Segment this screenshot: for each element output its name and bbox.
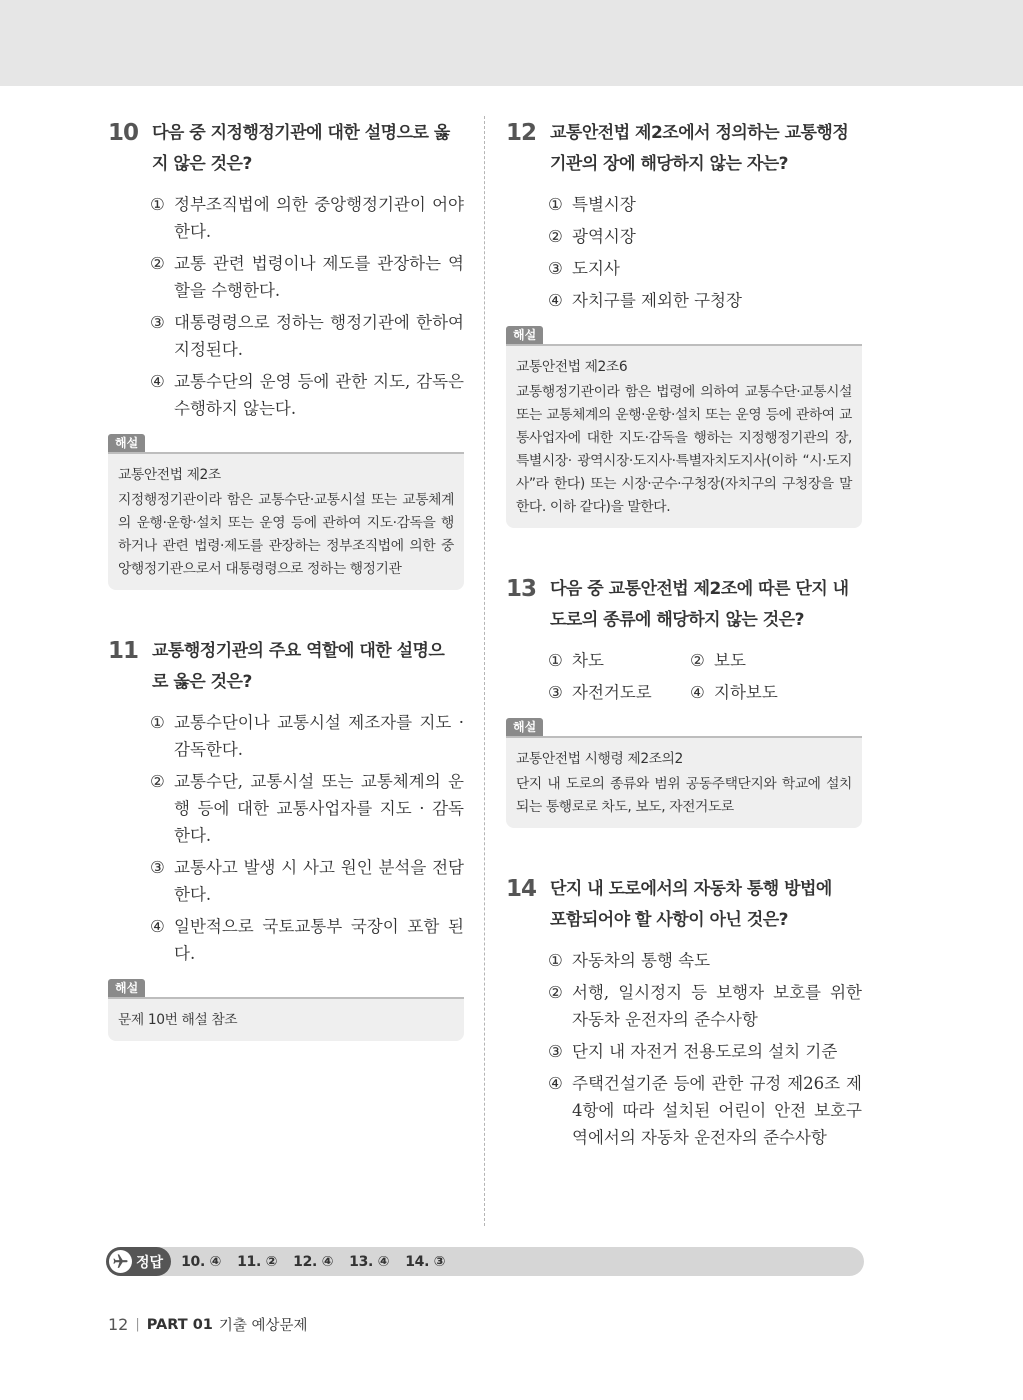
- question-header: [506, 118, 862, 180]
- explanation-box: [108, 432, 464, 590]
- option-list: [548, 947, 862, 1151]
- question-line: 교통안전법 제2조에서 정의하는 교통행정: [550, 123, 849, 143]
- question-number: 12: [506, 120, 537, 146]
- answer-list: [181, 1254, 461, 1270]
- question-line: 지 않은 것은?: [152, 154, 252, 174]
- option-mark: ①: [548, 651, 563, 670]
- option-mark: ③: [150, 313, 165, 332]
- option-text: 대통령령으로 정하는 행정기관에 한하여 지정된다.: [174, 313, 464, 359]
- option-list: [150, 191, 464, 422]
- question-13: [506, 574, 862, 828]
- answer-item: 13. ④: [349, 1253, 390, 1270]
- option-mark: ①: [548, 195, 563, 214]
- option-3: [548, 679, 690, 706]
- option-list: [150, 709, 464, 967]
- option-3: [150, 309, 464, 363]
- top-header-band: [0, 0, 1023, 86]
- explanation-content: [108, 997, 464, 1041]
- question-line: 다음 중 지정행정기관에 대한 설명으로 옳: [152, 123, 450, 143]
- part-label: PART 01: [146, 1316, 213, 1333]
- airplane-icon: [109, 1250, 132, 1273]
- option-2: [548, 223, 862, 250]
- explanation-tab: 해설: [108, 979, 145, 997]
- option-text: 보도: [714, 651, 746, 670]
- option-mark: ③: [548, 1042, 563, 1061]
- option-2: [150, 250, 464, 304]
- answer-item: 14. ③: [405, 1253, 446, 1270]
- option-4: [548, 1070, 862, 1151]
- explanation-reference: 교통안전법 제2조: [118, 467, 221, 483]
- question-text: [152, 118, 450, 180]
- explanation-body: 교통행정기관이라 함은 법령에 의하여 교통수단·교통시설 또는 교통체계의 운행·운항·설치 또는 운영 등에 관하여 교통사업자에 대한 지도·감독을 행하는 지정행정기관의 장, 특별시장· 광역시장·도지사·특별자치도지사(이하 “시·도지사”라 한다) 또는 시장·군수·구청장(자치구의 구청장을 말한다. 이하 같다)을 말한다.: [516, 384, 852, 515]
- option-4: [150, 913, 464, 967]
- option-list: [548, 191, 862, 314]
- question-text: [550, 574, 849, 636]
- option-4: [548, 287, 862, 314]
- option-text: 광역시장: [572, 227, 636, 246]
- option-text: 교통사고 발생 시 사고 원인 분석을 전담한다.: [174, 858, 464, 904]
- column-divider: [484, 116, 485, 1226]
- question-number: 10: [108, 120, 139, 146]
- explanation-content: [506, 344, 862, 528]
- option-text: 도지사: [572, 259, 620, 278]
- option-mark: ③: [150, 858, 165, 877]
- question-text: [550, 874, 832, 936]
- question-number: 14: [506, 876, 537, 902]
- option-mark: ④: [548, 291, 563, 310]
- question-header: [506, 874, 862, 936]
- option-1: [150, 191, 464, 245]
- option-mark: ①: [150, 195, 165, 214]
- option-mark: ②: [548, 227, 563, 246]
- option-text: 교통 관련 법령이나 제도를 관장하는 역할을 수행한다.: [174, 254, 464, 300]
- option-text: 차도: [572, 651, 604, 670]
- option-mark: ②: [150, 254, 165, 273]
- page-number: 12: [108, 1315, 129, 1334]
- question-number: 11: [108, 638, 139, 664]
- option-text: 일반적으로 국토교통부 국장이 포함 된다.: [174, 917, 464, 963]
- option-text: 교통수단이나 교통시설 제조자를 지도 · 감독한다.: [174, 713, 464, 759]
- question-line: 도로의 종류에 해당하지 않는 것은?: [550, 610, 804, 630]
- option-text: 자동차의 통행 속도: [572, 951, 711, 970]
- option-text: 정부조직법에 의한 중앙행정기관이 어야 한다.: [174, 195, 464, 241]
- page-footer: [108, 1314, 308, 1335]
- option-text: 교통수단, 교통시설 또는 교통체계의 운행 등에 대한 교통사업자를 지도 · 감독한다.: [174, 772, 464, 845]
- left-column: [108, 118, 464, 1041]
- option-mark: ②: [150, 772, 165, 791]
- option-text: 주택건설기준 등에 관한 규정 제26조 제4항에 따라 설치된 어린이 안전 보호구역에서의 자동차 운전자의 준수사항: [572, 1074, 862, 1147]
- option-mark: ④: [150, 917, 165, 936]
- option-1: [548, 947, 862, 974]
- question-line: 로 옳은 것은?: [152, 672, 252, 692]
- option-mark: ④: [548, 1074, 563, 1093]
- option-mark: ④: [150, 372, 165, 391]
- option-2: [548, 979, 862, 1033]
- option-text: 자전거도로: [572, 683, 652, 702]
- question-line: 단지 내 도로에서의 자동차 통행 방법에: [550, 879, 832, 899]
- question-text: [152, 636, 444, 698]
- option-text: 자치구를 제외한 구청장: [572, 291, 742, 310]
- option-mark: ①: [548, 951, 563, 970]
- option-2: [690, 647, 832, 674]
- question-12: [506, 118, 862, 528]
- answer-item: 11. ②: [237, 1253, 278, 1270]
- option-text: 서행, 일시정지 등 보행자 보호를 위한 자동차 운전자의 준수사항: [572, 983, 862, 1029]
- footer-separator: |: [135, 1317, 140, 1332]
- option-grid: [548, 647, 862, 706]
- explanation-content: [108, 452, 464, 590]
- option-1: [548, 191, 862, 218]
- explanation-content: [506, 736, 862, 828]
- option-3: [548, 255, 862, 282]
- option-mark: ④: [690, 683, 705, 702]
- explanation-body: 단지 내 도로의 종류와 범위 공동주택단지와 학교에 설치되는 통행로로 차도, 보도, 자전거도로: [516, 776, 852, 815]
- explanation-tab: 해설: [108, 434, 145, 452]
- option-mark: ②: [548, 983, 563, 1002]
- answer-label: 정답: [136, 1254, 164, 1271]
- explanation-tab: 해설: [506, 326, 543, 344]
- option-mark: ③: [548, 259, 563, 278]
- question-line: 기관의 장에 해당하지 않는 자는?: [550, 154, 789, 174]
- option-text: 지하보도: [714, 683, 778, 702]
- option-mark: ③: [548, 683, 563, 702]
- option-mark: ②: [690, 651, 705, 670]
- answer-item: 10. ④: [181, 1253, 222, 1270]
- question-line: 교통행정기관의 주요 역할에 대한 설명으: [152, 641, 445, 661]
- option-4: [690, 679, 832, 706]
- question-number: 13: [506, 576, 537, 602]
- question-header: [108, 636, 464, 698]
- explanation-reference: 교통안전법 시행령 제2조의2: [516, 751, 683, 767]
- question-line: 다음 중 교통안전법 제2조에 따른 단지 내: [550, 579, 849, 599]
- explanation-tab: 해설: [506, 718, 543, 736]
- option-mark: ①: [150, 713, 165, 732]
- option-3: [150, 854, 464, 908]
- option-3: [548, 1038, 862, 1065]
- option-1: [548, 647, 690, 674]
- option-4: [150, 368, 464, 422]
- question-header: [506, 574, 862, 636]
- question-10: [108, 118, 464, 590]
- option-text: 단지 내 자전거 전용도로의 설치 기준: [572, 1042, 838, 1061]
- explanation-body: 문제 10번 해설 참조: [118, 1012, 238, 1028]
- explanation-box: [506, 324, 862, 528]
- right-column: [506, 118, 862, 1156]
- answer-badge: [106, 1247, 171, 1276]
- option-2: [150, 768, 464, 849]
- question-11: [108, 636, 464, 1041]
- chapter-title: 기출 예상문제: [218, 1318, 308, 1334]
- question-text: [550, 118, 848, 180]
- question-14: [506, 874, 862, 1151]
- option-text: 특별시장: [572, 195, 636, 214]
- explanation-reference: 교통안전법 제2조6: [516, 359, 628, 375]
- answer-item: 12. ④: [293, 1253, 334, 1270]
- explanation-box: [108, 977, 464, 1041]
- answer-bar: [106, 1247, 864, 1276]
- explanation-box: [506, 716, 862, 828]
- question-header: [108, 118, 464, 180]
- option-1: [150, 709, 464, 763]
- explanation-body: 지정행정기관이라 함은 교통수단·교통시설 또는 교통체계의 운행·운항·설치 또는 운영 등에 관하여 지도·감독을 행하거나 관련 법령·제도를 관장하는 정부조직법에 의한 중앙행정기관으로서 대통령령으로 정하는 행정기관: [118, 492, 454, 577]
- option-text: 교통수단의 운영 등에 관한 지도, 감독은 수행하지 않는다.: [174, 372, 464, 418]
- question-line: 포함되어야 할 사항이 아닌 것은?: [550, 910, 789, 930]
